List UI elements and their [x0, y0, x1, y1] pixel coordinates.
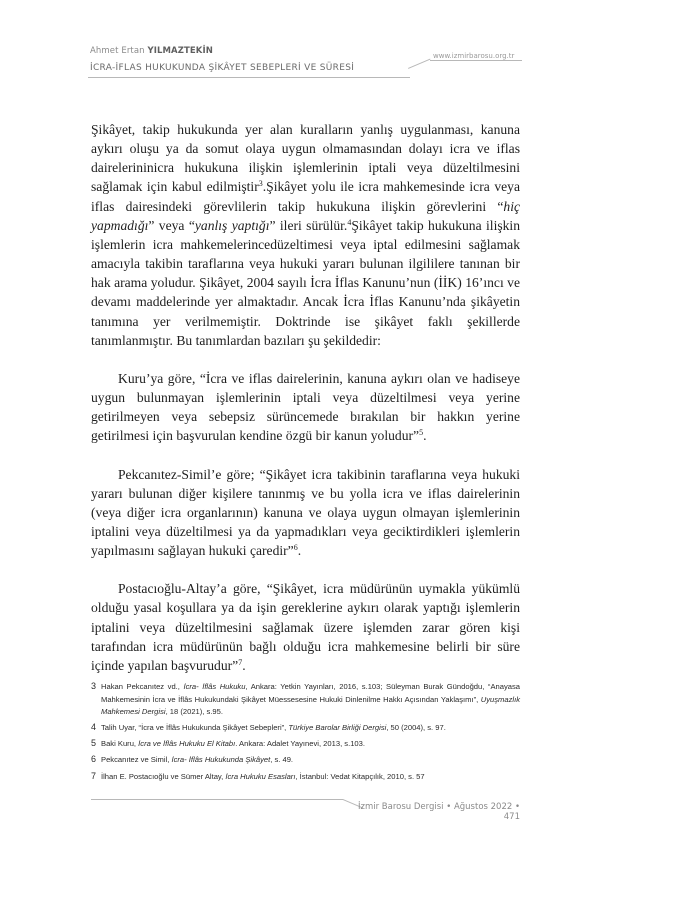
quote-postacioglu-altay [91, 579, 520, 675]
header-rule [88, 77, 410, 78]
emphasis: hiç yapmadığı [91, 198, 520, 233]
footnote-ref-3[interactable]: 3 [258, 179, 263, 189]
footer-rule [91, 799, 343, 800]
footnote-ref-5[interactable]: 5 [419, 428, 424, 438]
quote-pekcanitez-simil [91, 465, 520, 561]
footnote-6 [91, 754, 520, 767]
author-first-name: Ahmet Ertan [90, 46, 148, 56]
quote-kuru [91, 369, 520, 446]
body-text [91, 120, 520, 675]
citation-title: İcra Hukuku Esasları [225, 771, 296, 781]
text-run: . [423, 428, 427, 444]
header-rule-slant [408, 59, 430, 69]
text-run: Şikâyet, takip hukukunda yer alan kuralların yanlış uygulanması, kanuna aykırı oluşu ya da somut olaya uygun olmamasından dolayı icra ve iflas dairelerininicra hukukuna ilişkin işlemlerinin iptali veya düzeltilmesini sağlamak için kabul edilmiştir [91, 122, 520, 195]
footnote-5 [91, 738, 520, 751]
author-last-name: YILMAZTEKİN [147, 46, 213, 56]
text-run: , s. 49. [270, 755, 294, 765]
footnote-ref-6[interactable]: 6 [293, 543, 298, 553]
footnote-number: 6 [91, 754, 97, 765]
text-run: Şikâyet takip hukukuna ilişkin işlemlerin icra mahkemelerincedüzeltimesi veya iptal edilmesini sağlamak amacıyla takibin taraflarına veya hukuki yararı bulunan ilgililere tanınan bir hak arama yoludur. Şikâyet, 2004 sayılı İcra İflas Kanunu’nun (İİK) 16’ıncı ve devamı maddelerinde yer almaktadır. Ancak İcra İflas Kanunu’nda şikâyetin tanımına yer verilmemiştir. Doktrinde ise şikâyet faklı şekillerde tanımlanmıştır. Bu tanımlardan bazıları şu şekildedir: [91, 217, 521, 348]
header-url[interactable]: www.izmirbarosu.org.tr [433, 52, 515, 60]
text-run: Talih Uyar, “İcra ve İflâs Hukukunda Şikâyet Sebepleri”, [101, 723, 289, 733]
running-header-title: İCRA-İFLAS HUKUKUNDA ŞİKÂYET SEBEPLERİ VE SÜRESİ [90, 63, 355, 73]
quote-text: Postacıoğlu-Altay’a göre, “Şikâyet, icra müdürünün uymakla yükümlü olduğu yasal koşullara ya da işin gereklerine aykırı olarak yaptığı işlemlerin iptalini veya düzeltilmesini sağlamak üzere işlemden zarar gören kişi tarafından icra müdürünün bağlı olduğu icra mahkemesine belirli bir süre içinde yapılan başvurudur” [91, 581, 520, 673]
paragraph-intro [91, 120, 520, 350]
text-run: , İstanbul: Vedat Kitapçılık, 2010, s. 57 [295, 771, 425, 781]
text-run: İlhan E. Postacıoğlu ve Sümer Altay, [101, 771, 226, 781]
text-run: , 18 (2021), s.95. [165, 707, 223, 717]
citation-title: İcra- İflâs Hukuku [183, 682, 246, 691]
footnote-4 [91, 722, 520, 735]
footer-journal-info: İzmir Barosu Dergisi • Ağustos 2022 • 471 [358, 802, 520, 822]
text-run: .Şikâyet yolu ile icra mahkemesinde icra veya iflas dairesindeki görevlilerin takip hukukuna ilişkin görevlerini “ [91, 179, 520, 214]
text-run: Pekcanıtez ve Simil, [101, 755, 172, 765]
footnote-3 [91, 681, 520, 719]
quote-text: Kuru’ya göre, “İcra ve iflas dairelerinin, kanuna aykırı olan ve hadiseye uygun bulunmayan işlemlerinin iptali veya düzeltilmesi veya yerine getirilmeyen veya sebepsiz sürüncemede bırakılan bir hakkın yerine getirilmesi için başvurulan kendine özgü bir kanun yoludur” [91, 370, 520, 444]
citation-title: Türkiye Barolar Birliği Dergisi [288, 723, 387, 733]
text-run: . [297, 543, 302, 559]
citation-title: Uyuşmazlık Mahkemesi Dergisi [101, 694, 520, 717]
text-run: ” veya “ [148, 217, 195, 233]
footnote-ref-4[interactable]: 4 [347, 217, 352, 227]
text-run: ” ileri sürülür. [269, 217, 348, 233]
footnote-number: 7 [91, 770, 97, 781]
text-run: Baki Kuru, [101, 739, 139, 749]
text-run: Hakan Pekcanıtez vd., [101, 682, 184, 691]
footnote-7 [91, 771, 520, 784]
text-run: . [242, 657, 246, 673]
footnote-number: 5 [91, 738, 97, 749]
text-run: , Ankara: Yetkin Yayınları, 2016, s.103; Süleyman Burak Gündoğdu, “Anayasa Mahkemesinin İcra ve İflâs Hukukundaki Şikâyet Müessesesine Hukuki Dinlenilme Hakkı Açısından Yaklaşımı”, [101, 682, 520, 704]
citation-title: İcra- İflâs Hukukunda Şikâyet [171, 755, 271, 765]
text-run: , 50 (2004), s. 97. [386, 723, 446, 733]
text-run: . Ankara: Adalet Yayınevi, 2013, s.103. [235, 739, 365, 749]
footnotes [91, 681, 520, 787]
header-rule-upper [430, 60, 522, 61]
footnote-ref-7[interactable]: 7 [238, 657, 243, 667]
emphasis: yanlış yaptığı [194, 217, 270, 233]
footnote-number: 3 [91, 681, 97, 691]
running-header-author [90, 46, 213, 56]
footnote-number: 4 [91, 722, 97, 733]
quote-text: Pekcanıtez-Simil’e göre; “Şikâyet icra takibinin taraflarına veya hukuki yararı bulunan diğer kişilere tanınmış ve bu yolla icra ve iflas dairelerinin (veya diğer icra organlarının) kanuna ve olaya uygun olmayan işlemlerinin iptalini veya düzeltilmesi ya da yapmadıkları veya geciktirdikleri işlemlerin yapılmasını sağlayan hukuki çaredir” [91, 466, 520, 559]
citation-title: İcra ve İflâs Hukuku El Kitabı [138, 739, 236, 749]
